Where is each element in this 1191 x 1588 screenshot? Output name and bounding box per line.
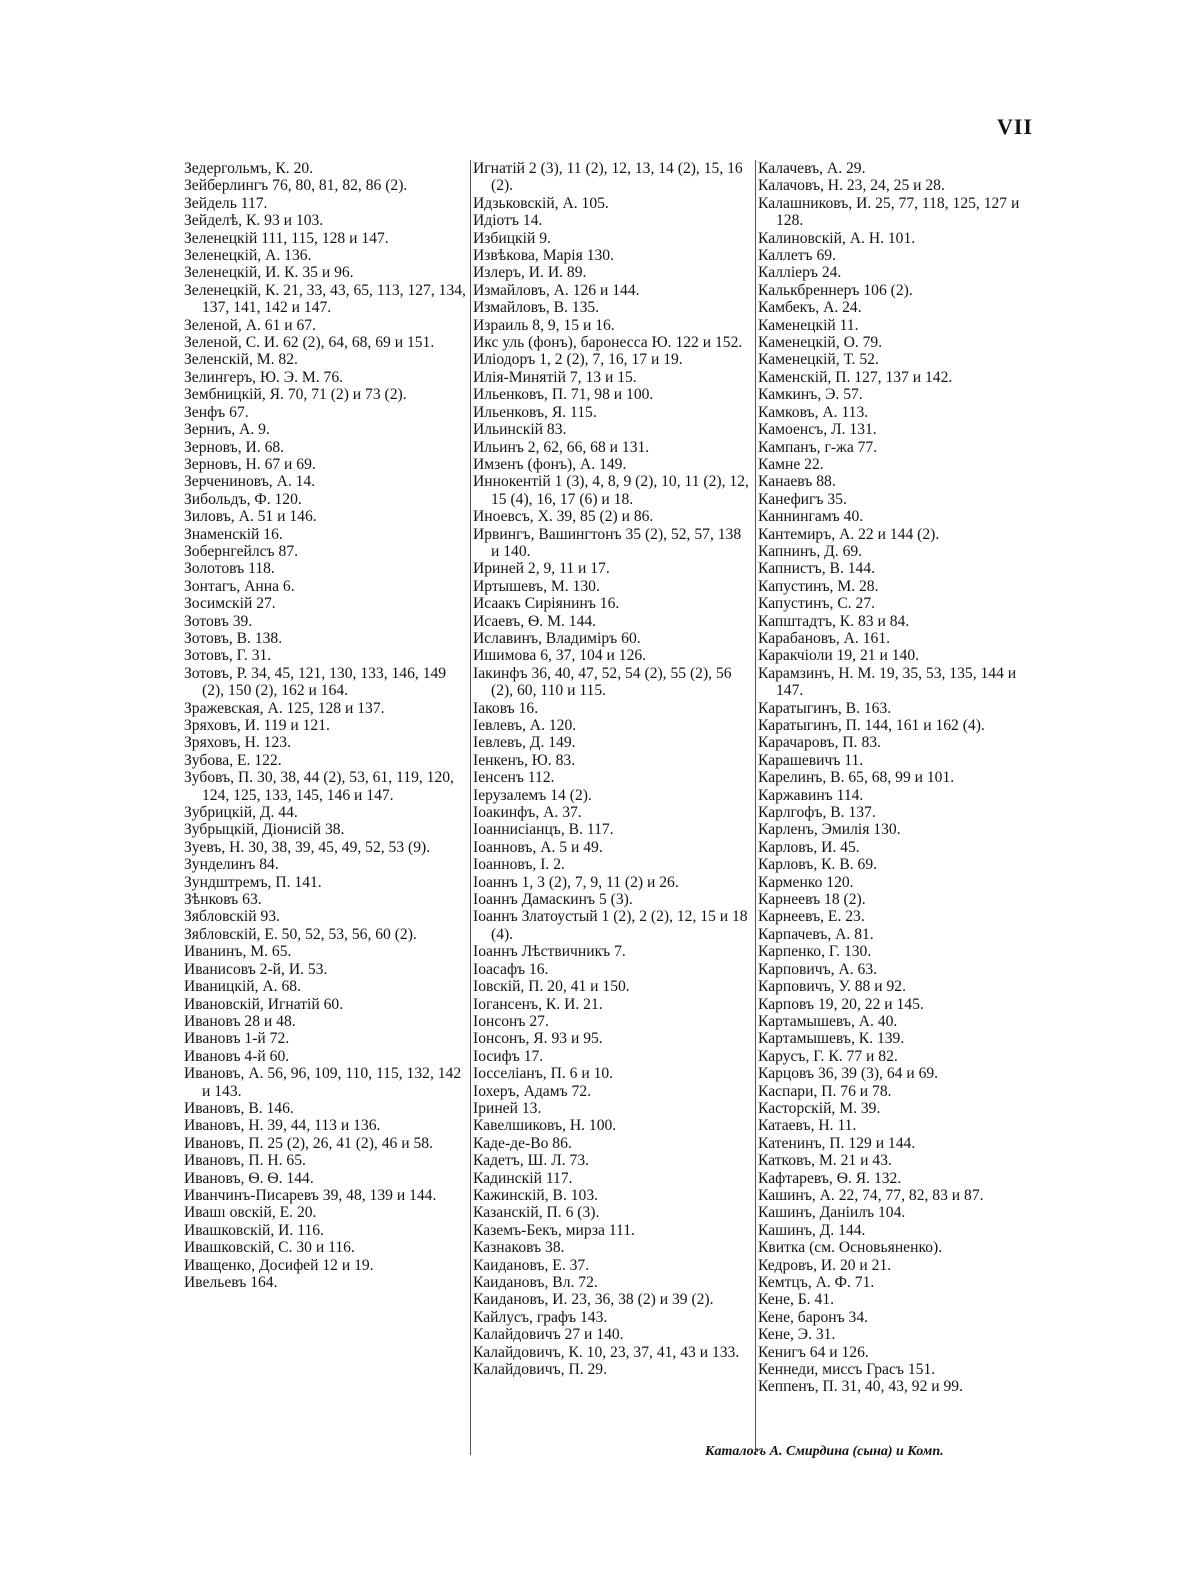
index-entry: Игнатій 2 (3), 11 (2), 12, 13, 14 (2), 15, 16 (2). xyxy=(473,160,743,195)
index-entry: Икс уль (фонъ), баронесса Ю. 122 и 152. xyxy=(473,334,743,352)
index-entry: Капнистъ, В. 144. xyxy=(758,560,876,578)
index-entry: Іоасафъ 16. xyxy=(473,960,549,978)
index-entry: Кадетъ, Ш. Л. 73. xyxy=(473,1152,590,1170)
index-entry: Калачевъ, А. 29. xyxy=(758,160,866,177)
index-entry: Зундштремъ, П. 141. xyxy=(184,873,322,891)
index-entry: Избицкій 9. xyxy=(473,229,551,247)
index-entry: Іоаннъ 1, 3 (2), 7, 9, 11 (2) и 26. xyxy=(473,873,679,891)
index-entry: Ивашı овскій, Е. 20. xyxy=(184,1204,317,1222)
index-entry: Камне 22. xyxy=(758,455,824,473)
index-entry: Излеръ, И. И. 89. xyxy=(473,264,587,282)
index-entry: Зейберлингъ 76, 80, 81, 82, 86 (2). xyxy=(184,177,408,195)
index-entry: Зуевъ, Н. 30, 38, 39, 45, 49, 52, 53 (9). xyxy=(184,838,431,856)
index-entry: Ивановъ 1-й 72. xyxy=(184,1030,290,1048)
index-entry: Зябловскій, Е. 50, 52, 53, 56, 60 (2). xyxy=(184,925,417,943)
index-entry: Карповъ 19, 20, 22 и 145. xyxy=(758,995,924,1013)
index-entry: Калиновскій, А. Н. 101. xyxy=(758,229,916,247)
index-entry: Иваницкій, А. 68. xyxy=(184,978,301,996)
index-entry: Іовскій, П. 20, 41 и 150. xyxy=(473,978,630,996)
index-entry: Капустинъ, С. 27. xyxy=(758,595,876,613)
index-entry: Зябловскій 93. xyxy=(184,908,280,926)
index-entry: Кампанъ, г-жа 77. xyxy=(758,438,878,456)
index-entry: Калашниковъ, И. 25, 77, 118, 125, 127 и 128. xyxy=(758,194,1020,230)
index-entry: Катковъ, М. 21 и 43. xyxy=(758,1152,892,1170)
index-entry: Іенкенъ, Ю. 83. xyxy=(473,751,576,769)
index-entry: Измайловъ, В. 135. xyxy=(473,299,600,317)
index-entry: Карповичъ, А. 63. xyxy=(758,960,878,978)
index-entry: Ишимова 6, 37, 104 и 126. xyxy=(473,647,647,665)
index-entry: Зелингеръ, Ю. Э. М. 76. xyxy=(184,368,344,386)
index-entry: Зонтагъ, Анна 6. xyxy=(184,577,295,595)
index-entry: Карповичъ, У. 88 и 92. xyxy=(758,978,906,996)
index-entry: Исаакъ Сиріянинъ 16. xyxy=(473,595,620,613)
index-entry: Идіотъ 14. xyxy=(473,212,543,230)
index-entry: Ивановъ, А. 56, 96, 109, 110, 115, 132, 142 и 143. xyxy=(184,1065,462,1100)
index-entry: Квитка (см. Основьяненко). xyxy=(758,1239,943,1257)
index-entry: Іоаннисіанцъ, В. 117. xyxy=(473,821,614,839)
index-entry: Карнеевъ 18 (2). xyxy=(758,891,866,909)
index-entry: Іевлевъ, Д. 149. xyxy=(473,734,576,752)
index-entry: Іерузалемъ 14 (2). xyxy=(473,786,592,804)
index-entry: Каидановъ, И. 23, 36, 38 (2) и 39 (2). xyxy=(473,1291,714,1309)
index-entry: Имзенъ (фонъ), А. 149. xyxy=(473,455,627,473)
index-entry: Зеленецкій, А. 136. xyxy=(184,247,312,265)
index-entry: Каспари, П. 76 и 78. xyxy=(758,1082,892,1100)
index-entry: Карленъ, Эмилія 130. xyxy=(758,821,901,839)
index-entry: Кене, Б. 41. xyxy=(758,1291,835,1309)
page-number: VII xyxy=(996,114,1033,139)
index-entry: Иванинъ, М. 65. xyxy=(184,943,292,961)
index-entry: Ириней 2, 9, 11 и 17. xyxy=(473,560,610,578)
index-entry: Казанскій, П. 6 (3). xyxy=(473,1204,600,1222)
index-entry: Зубрыцкій, Діонисій 38. xyxy=(184,821,345,839)
index-entry: Ивановъ 28 и 48. xyxy=(184,1012,296,1030)
index-entry: Иванчинъ-Писаревъ 39, 48, 139 и 144. xyxy=(184,1186,437,1204)
index-entry: Карачаровъ, П. 83. xyxy=(758,734,881,752)
index-entry: Каратыгинъ, П. 144, 161 и 162 (4). xyxy=(758,717,985,734)
index-column-3 xyxy=(755,160,1043,1455)
index-entry: Иліодоръ 1, 2 (2), 7, 16, 17 и 19. xyxy=(473,351,683,369)
index-entry: Карлгофъ, В. 137. xyxy=(758,804,876,822)
index-entry: Извѣкова, Марія 130. xyxy=(473,247,614,265)
index-entry: Ивельевъ 164. xyxy=(184,1274,278,1291)
catalog-footer: Каталогъ А. Смирдина (сына) и Комп. xyxy=(705,1444,944,1459)
index-entry: Карашевичъ 11. xyxy=(758,751,864,769)
index-entry: Иванисовъ 2-й, И. 53. xyxy=(184,960,328,978)
index-entry: Картамышевъ, К. 139. xyxy=(758,1030,905,1048)
index-entry: Калайдовичъ 27 и 140. xyxy=(473,1326,624,1344)
index-entry: Ивановъ, П. Н. 65. xyxy=(184,1152,306,1170)
index-entry: Іенсенъ 112. xyxy=(473,769,555,787)
index-entry: Зобернгейлсъ 87. xyxy=(184,542,299,560)
index-entry: Калайдовичъ, К. 10, 23, 37, 41, 43 и 133. xyxy=(473,1343,740,1361)
index-entry: Карамзинъ, Н. М. 19, 35, 53, 135, 144 и 147. xyxy=(758,664,1017,700)
index-entry: Камковъ, А. 113. xyxy=(758,403,869,421)
index-entry: Ивановъ, В. 146. xyxy=(184,1099,294,1117)
index-entry: Карнеевъ, Е. 23. xyxy=(758,908,865,926)
index-entry: Кадинскій 117. xyxy=(473,1169,573,1187)
index-entry: Зотовъ 39. xyxy=(184,612,253,630)
index-entry: Іосселіанъ, П. 6 и 10. xyxy=(473,1065,614,1083)
index-entry: Іоанновъ, А. 5 и 49. xyxy=(473,838,603,856)
index-entry: Каннингамъ 40. xyxy=(758,508,864,526)
index-entry: Ивановъ, Н. 39, 44, 113 и 136. xyxy=(184,1117,381,1135)
index-entry: Кавелшиковъ, Н. 100. xyxy=(473,1117,617,1135)
index-entry: Казнаковъ 38. xyxy=(473,1239,565,1257)
index-entry: Ивашковскій, И. 116. xyxy=(184,1221,324,1239)
index-entry: Іоакинфъ, А. 37. xyxy=(473,804,582,822)
index-entry: Іаковъ 16. xyxy=(473,699,539,717)
index-entry: Каидановъ, Е. 37. xyxy=(473,1256,590,1274)
index-entry: Камоенсъ, Л. 131. xyxy=(758,421,877,439)
index-entry: Ильинъ 2, 62, 66, 68 и 131. xyxy=(473,438,650,456)
index-entry: Золотовъ 118. xyxy=(184,560,275,578)
index-entry: Ирвингъ, Вашингтонъ 35 (2), 52, 57, 138 и 140. xyxy=(473,525,742,560)
index-entry: Карабановъ, А. 161. xyxy=(758,629,891,647)
index-entry: Зерновъ, И. 68. xyxy=(184,438,285,456)
index-entry: Зряховъ, И. 119 и 121. xyxy=(184,717,330,734)
index-entry: Кажинскій, В. 103. xyxy=(473,1186,599,1204)
index-entry: Зерновъ, Н. 67 и 69. xyxy=(184,455,316,473)
index-entry: Катаевъ, Н. 11. xyxy=(758,1117,857,1135)
index-entry: Кайлусъ, графъ 143. xyxy=(473,1308,608,1326)
index-entry: Іоаннъ Златоустый 1 (2), 2 (2), 12, 15 и 18 (4). xyxy=(473,908,748,943)
index-entry: Кемтцъ, А. Ф. 71. xyxy=(758,1274,875,1291)
index-entry: Иващенко, Досифей 12 и 19. xyxy=(184,1256,374,1274)
index-entry: Зубрицкій, Д. 44. xyxy=(184,804,298,822)
index-entry: Канефигъ 35. xyxy=(758,490,847,508)
index-entry: Зибольдъ, Ф. 120. xyxy=(184,490,302,508)
index-entry: Калліеръ 24. xyxy=(758,264,842,282)
index-entry: Кантемиръ, А. 22 и 144 (2). xyxy=(758,525,940,543)
index-column-1 xyxy=(184,160,469,1291)
index-entry: Зерниъ, А. 9. xyxy=(184,421,270,439)
index-entry: Іоанновъ, І. 2. xyxy=(473,856,565,874)
index-column-2 xyxy=(470,160,753,1455)
index-entry: Иртышевъ, М. 130. xyxy=(473,577,600,595)
index-entry: Іогансенъ, К. И. 21. xyxy=(473,995,603,1013)
index-entry: Кеппенъ, П. 31, 40, 43, 92 и 99. xyxy=(758,1378,964,1396)
index-entry: Зеленецкій, И. К. 35 и 96. xyxy=(184,264,354,282)
index-entry: Карцовъ 36, 39 (3), 64 и 69. xyxy=(758,1065,939,1083)
index-entry: Капустинъ, М. 28. xyxy=(758,577,879,595)
index-entry: Зосимскій 27. xyxy=(184,595,276,613)
index-entry: Камбекъ, А. 24. xyxy=(758,299,862,317)
index-entry: Карловъ, К. В. 69. xyxy=(758,856,878,874)
index-entry: Ивановъ 4-й 60. xyxy=(184,1047,290,1065)
index-entry: Касторскій, М. 39. xyxy=(758,1099,881,1117)
index-entry: Іакинфъ 36, 40, 47, 52, 54 (2), 55 (2), 56 (2), 60, 110 и 115. xyxy=(473,664,732,700)
index-entry: Кедровъ, И. 20 и 21. xyxy=(758,1256,892,1274)
index-entry: Іоаннъ Дамаскинъ 5 (3). xyxy=(473,891,633,909)
index-entry: Каменецкій, Т. 52. xyxy=(758,351,879,369)
index-entry: Зерчениновъ, А. 14. xyxy=(184,473,316,491)
index-entry: Каменскій, П. 127, 137 и 142. xyxy=(758,368,953,386)
index-entry: Канаевъ 88. xyxy=(758,473,836,491)
index-entry: Каратыгинъ, В. 163. xyxy=(758,699,892,717)
index-entry: Іонсонъ, Я. 93 и 95. xyxy=(473,1030,603,1048)
index-entry: Карелинъ, В. 65, 68, 99 и 101. xyxy=(758,769,955,787)
index-entry: Зеленой, С. И. 62 (2), 64, 68, 69 и 151. xyxy=(184,334,435,352)
index-entry: Зѣнковъ 63. xyxy=(184,891,262,909)
index-entry: Карпачевъ, А. 81. xyxy=(758,925,874,943)
index-entry: Калайдовичъ, П. 29. xyxy=(473,1361,607,1379)
index-entry: Карменко 120. xyxy=(758,873,854,891)
index-entry: Идзьковскій, А. 105. xyxy=(473,194,609,212)
index-entry: Зеленой, А. 61 и 67. xyxy=(184,316,317,334)
index-entry: Зотовъ, В. 138. xyxy=(184,629,283,647)
index-entry: Ивановскій, Игнатій 60. xyxy=(184,995,344,1013)
index-entry: Илія-Минятій 7, 13 и 15. xyxy=(473,368,637,386)
index-entry: Зедергольмъ, К. 20. xyxy=(184,160,314,177)
index-entry: Іоаннъ Лѣствичникъ 7. xyxy=(473,943,626,961)
index-entry: Израиль 8, 9, 15 и 16. xyxy=(473,316,615,334)
index-entry: Ивашковскій, С. 30 и 116. xyxy=(184,1239,355,1257)
index-entry: Ивановъ, П. 25 (2), 26, 41 (2), 46 и 58. xyxy=(184,1134,433,1152)
index-entry: Зубова, Е. 122. xyxy=(184,751,282,769)
index-entry: Капштадтъ, К. 83 и 84. xyxy=(758,612,910,630)
index-entry: Іриней 13. xyxy=(473,1099,542,1117)
index-entry: Кене, баронъ 34. xyxy=(758,1308,869,1326)
index-entry: Иноевсъ, Х. 39, 85 (2) и 86. xyxy=(473,508,654,526)
index-entry: Зеленецкій, К. 21, 33, 43, 65, 113, 127, 134, 137, 141, 142 и 147. xyxy=(184,281,466,317)
index-entry: Иславинъ, Владиміръ 60. xyxy=(473,629,641,647)
index-entry: Камкинъ, Э. 57. xyxy=(758,386,863,404)
index-entry: Зубовъ, П. 30, 38, 44 (2), 53, 61, 119, 120, 124, 125, 133, 145, 146 и 147. xyxy=(184,769,454,804)
index-entry: Зотовъ, Г. 31. xyxy=(184,647,272,665)
index-entry: Зейдель 117. xyxy=(184,194,268,212)
index-entry: Зиловъ, А. 51 и 146. xyxy=(184,508,317,526)
index-entry: Калачовъ, Н. 23, 24, 25 и 28. xyxy=(758,177,945,195)
index-entry: Капнинъ, Д. 69. xyxy=(758,542,863,560)
index-entry: Зенфъ 67. xyxy=(184,403,249,421)
index-entry: Кене, Э. 31. xyxy=(758,1326,836,1344)
index-entry: Картамышевъ, А. 40. xyxy=(758,1012,898,1030)
index-entry: Каменецкій 11. xyxy=(758,316,859,334)
index-entry: Кашинъ, Д. 144. xyxy=(758,1221,866,1239)
index-entry: Карусъ, Г. К. 77 и 82. xyxy=(758,1047,898,1065)
index-entry: Каменецкій, О. 79. xyxy=(758,334,883,352)
index-entry: Іосифъ 17. xyxy=(473,1047,544,1065)
index-entry: Кенигъ 64 и 126. xyxy=(758,1343,869,1361)
index-entry: Каракчіоли 19, 21 и 140. xyxy=(758,647,920,665)
index-entry: Зейделѣ, К. 93 и 103. xyxy=(184,212,324,230)
index-entry: Ильинскій 83. xyxy=(473,421,567,439)
index-entry: Карпенко, Г. 130. xyxy=(758,943,872,961)
index-entry: Каллетъ 69. xyxy=(758,247,837,265)
index-entry: Ильенковъ, Я. 115. xyxy=(473,403,597,421)
index-entry: Зембницкій, Я. 70, 71 (2) и 73 (2). xyxy=(184,386,407,404)
index-entry: Зеленецкій 111, 115, 128 и 147. xyxy=(184,229,389,247)
index-entry: Иннокентій 1 (3), 4, 8, 9 (2), 10, 11 (2), 12, 15 (4), 16, 17 (6) и 18. xyxy=(473,473,749,508)
index-entry: Ильенковъ, П. 71, 98 и 100. xyxy=(473,386,654,404)
index-entry: Каржавинъ 114. xyxy=(758,786,864,804)
index-entry: Кеннеди, миссъ Грасъ 151. xyxy=(758,1361,936,1379)
index-entry: Исаевъ, Ѳ. М. 144. xyxy=(473,612,597,630)
index-entry: Каде-де-Во 86. xyxy=(473,1134,572,1152)
index-entry: Зряховъ, Н. 123. xyxy=(184,734,291,752)
index-entry: Іевлевъ, А. 120. xyxy=(473,717,577,734)
index-entry: Катенинъ, П. 129 и 144. xyxy=(758,1134,916,1152)
index-entry: Зотовъ, Р. 34, 45, 121, 130, 133, 146, 149 (2), 150 (2), 162 и 164. xyxy=(184,664,447,700)
index-entry: Зунделинъ 84. xyxy=(184,856,279,874)
index-entry: Измайловъ, А. 126 и 144. xyxy=(473,281,640,299)
index-entry: Зражевская, А. 125, 128 и 137. xyxy=(184,699,385,717)
index-entry: Кашинъ, А. 22, 74, 77, 82, 83 и 87. xyxy=(758,1186,984,1204)
index-entry: Каидановъ, Вл. 72. xyxy=(473,1274,598,1291)
index-entry: Знаменскій 16. xyxy=(184,525,283,543)
index-entry: Зеленскій, М. 82. xyxy=(184,351,298,369)
index-entry: Каземъ-Бекъ, мирза 111. xyxy=(473,1221,635,1239)
index-entry: Ивановъ, Ѳ. Ѳ. 144. xyxy=(184,1169,314,1187)
index-entry: Кашинъ, Даніилъ 104. xyxy=(758,1204,906,1222)
index-entry: Карловъ, И. 45. xyxy=(758,838,860,856)
index-entry: Калькбреннеръ 106 (2). xyxy=(758,281,913,299)
index-entry: Іонсонъ 27. xyxy=(473,1012,549,1030)
index-entry: Кафтаревъ, Ѳ. Я. 132. xyxy=(758,1169,902,1187)
index-entry: Іохеръ, Адамъ 72. xyxy=(473,1082,592,1100)
